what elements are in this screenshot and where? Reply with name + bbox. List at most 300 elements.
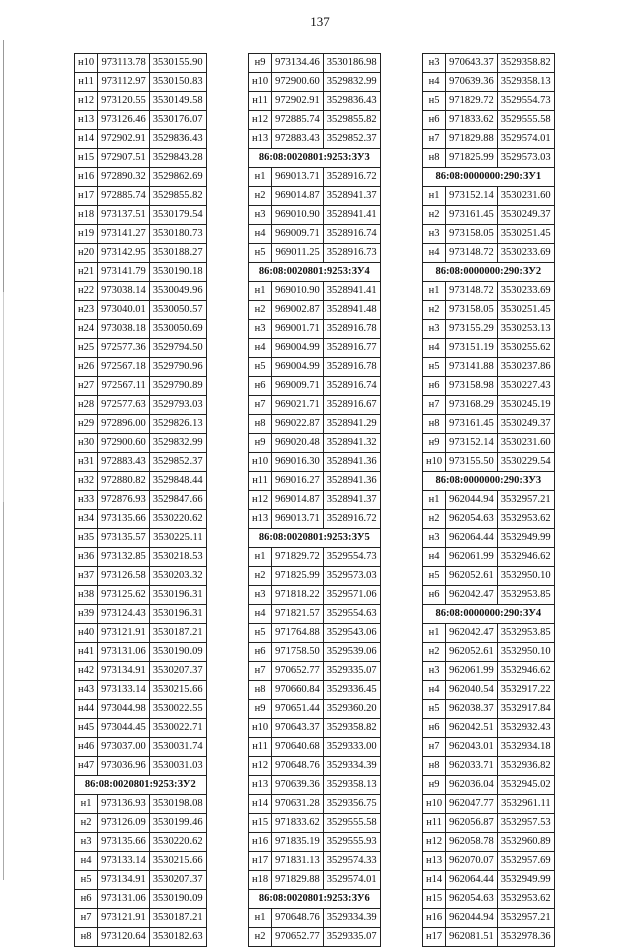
table-row	[249, 795, 381, 814]
point-label: н1	[423, 624, 446, 643]
y-coordinate: 3530190.09	[149, 643, 206, 662]
x-coordinate: 972567.11	[98, 377, 150, 396]
point-label: н14	[423, 871, 446, 890]
x-coordinate: 973132.85	[98, 548, 150, 567]
y-coordinate: 3532961.11	[497, 795, 554, 814]
table-row	[75, 833, 207, 852]
x-coordinate: 971821.57	[272, 605, 324, 624]
x-coordinate: 962064.44	[446, 529, 498, 548]
y-coordinate: 3530251.45	[497, 301, 554, 320]
table-row	[249, 510, 381, 529]
table-row	[75, 168, 207, 187]
point-label: н7	[423, 130, 446, 149]
point-label: н10	[423, 795, 446, 814]
table-row	[249, 776, 381, 795]
point-label: н16	[75, 168, 98, 187]
point-label: н14	[249, 795, 272, 814]
table-row	[249, 130, 381, 149]
point-label: н13	[249, 776, 272, 795]
y-coordinate: 3529335.07	[323, 662, 380, 681]
x-coordinate: 971829.88	[446, 130, 498, 149]
table-row	[249, 586, 381, 605]
x-coordinate: 973040.01	[98, 301, 150, 320]
x-coordinate: 973155.50	[446, 453, 498, 472]
point-label: н7	[423, 396, 446, 415]
y-coordinate: 3529852.37	[149, 453, 206, 472]
section-header-row	[249, 529, 381, 548]
y-coordinate: 3530190.09	[149, 890, 206, 909]
point-label: н31	[75, 453, 98, 472]
table-row	[75, 548, 207, 567]
y-coordinate: 3529573.03	[323, 567, 380, 586]
x-coordinate: 962042.51	[446, 719, 498, 738]
table-row	[423, 396, 555, 415]
point-label: н12	[75, 92, 98, 111]
y-coordinate: 3528916.78	[323, 358, 380, 377]
x-coordinate: 973112.97	[98, 73, 150, 92]
x-coordinate: 973134.91	[98, 871, 150, 890]
point-label: н47	[75, 757, 98, 776]
y-coordinate: 3529555.58	[323, 814, 380, 833]
point-label: н2	[249, 187, 272, 206]
x-coordinate: 962044.94	[446, 909, 498, 928]
x-coordinate: 972885.74	[272, 111, 324, 130]
y-coordinate: 3532950.10	[497, 567, 554, 586]
point-label: н16	[423, 909, 446, 928]
y-coordinate: 3532953.62	[497, 890, 554, 909]
point-label: н38	[75, 586, 98, 605]
table-row	[75, 909, 207, 928]
y-coordinate: 3532932.43	[497, 719, 554, 738]
point-label: н46	[75, 738, 98, 757]
y-coordinate: 3529790.96	[149, 358, 206, 377]
point-label: н6	[249, 643, 272, 662]
scan-edge-shadow	[3, 40, 4, 880]
x-coordinate: 970648.76	[272, 909, 324, 928]
table-row	[423, 871, 555, 890]
y-coordinate: 3532950.10	[497, 643, 554, 662]
x-coordinate: 972890.32	[98, 168, 150, 187]
y-coordinate: 3530155.90	[149, 54, 206, 73]
point-label: н12	[249, 757, 272, 776]
table-row	[423, 529, 555, 548]
table-row	[249, 491, 381, 510]
x-coordinate: 973134.91	[98, 662, 150, 681]
point-label: н5	[249, 358, 272, 377]
y-coordinate: 3528916.78	[323, 320, 380, 339]
y-coordinate: 3528941.37	[323, 491, 380, 510]
table-row	[75, 605, 207, 624]
point-label: н4	[423, 244, 446, 263]
cadastral-number: 86:08:0000000:290:ЗУ1	[423, 168, 555, 187]
point-label: н3	[423, 320, 446, 339]
table-row	[249, 396, 381, 415]
table-row	[249, 453, 381, 472]
point-label: н8	[249, 681, 272, 700]
point-label: н15	[249, 814, 272, 833]
x-coordinate: 973135.57	[98, 529, 150, 548]
section-header-row	[423, 605, 555, 624]
point-label: н39	[75, 605, 98, 624]
point-label: н8	[423, 149, 446, 168]
y-coordinate: 3530231.60	[497, 187, 554, 206]
point-label: н3	[423, 54, 446, 73]
y-coordinate: 3528916.74	[323, 377, 380, 396]
y-coordinate: 3529571.06	[323, 586, 380, 605]
point-label: н12	[249, 111, 272, 130]
table-row	[249, 833, 381, 852]
point-label: н2	[249, 567, 272, 586]
y-coordinate: 3530253.13	[497, 320, 554, 339]
x-coordinate: 972900.60	[98, 434, 150, 453]
table-row	[75, 415, 207, 434]
x-coordinate: 969020.48	[272, 434, 324, 453]
point-label: н1	[75, 795, 98, 814]
table-row	[75, 472, 207, 491]
y-coordinate: 3529554.63	[323, 605, 380, 624]
y-coordinate: 3532953.85	[497, 586, 554, 605]
x-coordinate: 962040.54	[446, 681, 498, 700]
x-coordinate: 962054.63	[446, 890, 498, 909]
point-label: н10	[249, 453, 272, 472]
table-row	[75, 852, 207, 871]
x-coordinate: 973126.58	[98, 567, 150, 586]
y-coordinate: 3530049.96	[149, 282, 206, 301]
point-label: н29	[75, 415, 98, 434]
table-row	[423, 244, 555, 263]
table-row	[75, 396, 207, 415]
x-coordinate: 972896.00	[98, 415, 150, 434]
table-row	[75, 510, 207, 529]
point-label: н4	[249, 339, 272, 358]
table-row	[249, 605, 381, 624]
y-coordinate: 3530233.69	[497, 244, 554, 263]
y-coordinate: 3530203.32	[149, 567, 206, 586]
y-coordinate: 3530251.45	[497, 225, 554, 244]
point-label: н19	[75, 225, 98, 244]
y-coordinate: 3528941.29	[323, 415, 380, 434]
y-coordinate: 3532949.99	[497, 871, 554, 890]
x-coordinate: 973120.55	[98, 92, 150, 111]
point-label: н18	[75, 206, 98, 225]
y-coordinate: 3530225.11	[149, 529, 206, 548]
point-label: н13	[75, 111, 98, 130]
y-coordinate: 3532957.21	[497, 909, 554, 928]
point-label: н1	[423, 282, 446, 301]
table-row	[249, 282, 381, 301]
y-coordinate: 3532949.99	[497, 529, 554, 548]
x-coordinate: 971831.13	[272, 852, 324, 871]
x-coordinate: 973126.46	[98, 111, 150, 130]
table-row	[75, 662, 207, 681]
table-row	[423, 548, 555, 567]
point-label: н7	[249, 396, 272, 415]
table-row	[423, 320, 555, 339]
y-coordinate: 3530220.62	[149, 833, 206, 852]
y-coordinate: 3532978.36	[497, 928, 554, 947]
y-coordinate: 3529356.75	[323, 795, 380, 814]
table-row	[423, 719, 555, 738]
table-row	[423, 909, 555, 928]
y-coordinate: 3529358.82	[323, 719, 380, 738]
table-row	[249, 700, 381, 719]
x-coordinate: 972880.82	[98, 472, 150, 491]
x-coordinate: 969022.87	[272, 415, 324, 434]
x-coordinate: 970639.36	[272, 776, 324, 795]
table-row	[423, 776, 555, 795]
table-row	[249, 73, 381, 92]
point-label: н5	[249, 244, 272, 263]
table-row	[423, 339, 555, 358]
point-label: н6	[423, 586, 446, 605]
table-row	[75, 814, 207, 833]
y-coordinate: 3530218.53	[149, 548, 206, 567]
table-row	[75, 624, 207, 643]
table-row	[75, 263, 207, 282]
table-row	[75, 130, 207, 149]
x-coordinate: 962044.94	[446, 491, 498, 510]
section-header-row	[423, 263, 555, 282]
table-row	[75, 928, 207, 947]
table-row	[249, 358, 381, 377]
cadastral-number: 86:08:0000000:290:ЗУ4	[423, 605, 555, 624]
y-coordinate: 3529554.73	[497, 92, 554, 111]
y-coordinate: 3529555.58	[497, 111, 554, 130]
y-coordinate: 3529793.03	[149, 396, 206, 415]
y-coordinate: 3532917.22	[497, 681, 554, 700]
point-label: н1	[423, 187, 446, 206]
x-coordinate: 970648.76	[272, 757, 324, 776]
y-coordinate: 3530182.63	[149, 928, 206, 947]
coordinate-table	[422, 53, 555, 947]
y-coordinate: 3530187.21	[149, 624, 206, 643]
x-coordinate: 973133.14	[98, 852, 150, 871]
point-label: н26	[75, 358, 98, 377]
x-coordinate: 962047.77	[446, 795, 498, 814]
coordinate-table-column-1	[74, 53, 207, 947]
section-header-row	[249, 263, 381, 282]
table-row	[75, 681, 207, 700]
table-row	[75, 586, 207, 605]
point-label: н43	[75, 681, 98, 700]
table-row	[423, 833, 555, 852]
y-coordinate: 3529539.06	[323, 643, 380, 662]
table-row	[423, 567, 555, 586]
table-row	[423, 130, 555, 149]
x-coordinate: 972567.18	[98, 358, 150, 377]
y-coordinate: 3532957.69	[497, 852, 554, 871]
table-row	[75, 643, 207, 662]
y-coordinate: 3532936.82	[497, 757, 554, 776]
x-coordinate: 973126.09	[98, 814, 150, 833]
table-row	[423, 187, 555, 206]
y-coordinate: 3532946.62	[497, 662, 554, 681]
y-coordinate: 3532960.89	[497, 833, 554, 852]
table-row	[249, 339, 381, 358]
section-header-row	[249, 890, 381, 909]
point-label: н3	[423, 529, 446, 548]
coordinate-table-column-3	[422, 53, 555, 947]
x-coordinate: 969014.87	[272, 491, 324, 510]
y-coordinate: 3529855.82	[323, 111, 380, 130]
table-row	[75, 700, 207, 719]
table-row	[75, 453, 207, 472]
x-coordinate: 969013.71	[272, 168, 324, 187]
section-header-row	[75, 776, 207, 795]
y-coordinate: 3530199.46	[149, 814, 206, 833]
table-row	[249, 472, 381, 491]
table-row	[423, 624, 555, 643]
table-row	[75, 244, 207, 263]
y-coordinate: 3528941.41	[323, 282, 380, 301]
x-coordinate: 962043.01	[446, 738, 498, 757]
table-row	[249, 187, 381, 206]
point-label: н20	[75, 244, 98, 263]
point-label: н34	[75, 510, 98, 529]
x-coordinate: 972577.63	[98, 396, 150, 415]
x-coordinate: 973044.45	[98, 719, 150, 738]
x-coordinate: 972883.43	[98, 453, 150, 472]
y-coordinate: 3529335.07	[323, 928, 380, 947]
point-label: н8	[423, 415, 446, 434]
point-label: н33	[75, 491, 98, 510]
y-coordinate: 3529574.33	[323, 852, 380, 871]
x-coordinate: 973158.05	[446, 225, 498, 244]
x-coordinate: 973134.46	[272, 54, 324, 73]
table-row	[75, 567, 207, 586]
x-coordinate: 973125.62	[98, 586, 150, 605]
point-label: н2	[249, 928, 272, 947]
table-row	[423, 206, 555, 225]
table-row	[75, 377, 207, 396]
x-coordinate: 971764.88	[272, 624, 324, 643]
point-label: н27	[75, 377, 98, 396]
table-row	[249, 377, 381, 396]
point-label: н16	[249, 833, 272, 852]
x-coordinate: 973152.14	[446, 434, 498, 453]
table-row	[249, 814, 381, 833]
point-label: н24	[75, 320, 98, 339]
y-coordinate: 3530050.69	[149, 320, 206, 339]
y-coordinate: 3529847.66	[149, 491, 206, 510]
point-label: н5	[423, 92, 446, 111]
x-coordinate: 962064.44	[446, 871, 498, 890]
cadastral-number: 86:08:0020801:9253:ЗУ3	[249, 149, 381, 168]
x-coordinate: 973141.88	[446, 358, 498, 377]
table-row	[75, 890, 207, 909]
y-coordinate: 3530031.74	[149, 738, 206, 757]
point-label: н13	[423, 852, 446, 871]
x-coordinate: 973121.91	[98, 909, 150, 928]
y-coordinate: 3530180.73	[149, 225, 206, 244]
point-label: н6	[423, 111, 446, 130]
x-coordinate: 972907.51	[98, 149, 150, 168]
x-coordinate: 972902.91	[98, 130, 150, 149]
y-coordinate: 3530233.69	[497, 282, 554, 301]
y-coordinate: 3529826.13	[149, 415, 206, 434]
table-row	[249, 548, 381, 567]
y-coordinate: 3529832.99	[149, 434, 206, 453]
y-coordinate: 3529862.69	[149, 168, 206, 187]
x-coordinate: 962052.61	[446, 643, 498, 662]
table-row	[423, 225, 555, 244]
y-coordinate: 3528916.77	[323, 339, 380, 358]
y-coordinate: 3530227.43	[497, 377, 554, 396]
x-coordinate: 973044.98	[98, 700, 150, 719]
y-coordinate: 3529836.43	[149, 130, 206, 149]
y-coordinate: 3532957.21	[497, 491, 554, 510]
point-label: н3	[423, 662, 446, 681]
point-label: н9	[249, 700, 272, 719]
table-row	[75, 529, 207, 548]
table-row	[423, 681, 555, 700]
cadastral-number: 86:08:0020801:9253:ЗУ5	[249, 529, 381, 548]
section-header-row	[249, 149, 381, 168]
point-label: н44	[75, 700, 98, 719]
y-coordinate: 3529358.13	[497, 73, 554, 92]
x-coordinate: 962033.71	[446, 757, 498, 776]
y-coordinate: 3530215.66	[149, 681, 206, 700]
point-label: н11	[423, 814, 446, 833]
x-coordinate: 969021.71	[272, 396, 324, 415]
y-coordinate: 3530196.31	[149, 586, 206, 605]
point-label: н13	[249, 130, 272, 149]
x-coordinate: 973151.19	[446, 339, 498, 358]
y-coordinate: 3529832.99	[323, 73, 380, 92]
coordinate-table-column-2	[248, 53, 381, 947]
x-coordinate: 969002.87	[272, 301, 324, 320]
point-label: н9	[423, 776, 446, 795]
x-coordinate: 971833.62	[446, 111, 498, 130]
y-coordinate: 3530255.62	[497, 339, 554, 358]
table-row	[75, 206, 207, 225]
x-coordinate: 973038.14	[98, 282, 150, 301]
section-header-row	[423, 168, 555, 187]
section-header-row	[423, 472, 555, 491]
x-coordinate: 962038.37	[446, 700, 498, 719]
point-label: н18	[249, 871, 272, 890]
coordinate-table	[248, 53, 381, 947]
table-row	[75, 187, 207, 206]
point-label: н45	[75, 719, 98, 738]
y-coordinate: 3528941.48	[323, 301, 380, 320]
y-coordinate: 3529543.06	[323, 624, 380, 643]
x-coordinate: 971835.19	[272, 833, 324, 852]
y-coordinate: 3528941.32	[323, 434, 380, 453]
x-coordinate: 970631.28	[272, 795, 324, 814]
table-row	[249, 643, 381, 662]
y-coordinate: 3530179.54	[149, 206, 206, 225]
y-coordinate: 3530050.57	[149, 301, 206, 320]
x-coordinate: 970652.77	[272, 662, 324, 681]
y-coordinate: 3528916.72	[323, 168, 380, 187]
table-row	[75, 795, 207, 814]
table-row	[249, 301, 381, 320]
point-label: н17	[249, 852, 272, 871]
y-coordinate: 3530188.27	[149, 244, 206, 263]
y-coordinate: 3530249.37	[497, 206, 554, 225]
x-coordinate: 973141.27	[98, 225, 150, 244]
y-coordinate: 3530022.71	[149, 719, 206, 738]
point-label: н30	[75, 434, 98, 453]
y-coordinate: 3529836.43	[323, 92, 380, 111]
y-coordinate: 3530220.62	[149, 510, 206, 529]
point-label: н5	[423, 358, 446, 377]
point-label: н9	[249, 434, 272, 453]
point-label: н6	[423, 377, 446, 396]
x-coordinate: 971818.22	[272, 586, 324, 605]
y-coordinate: 3530150.83	[149, 73, 206, 92]
